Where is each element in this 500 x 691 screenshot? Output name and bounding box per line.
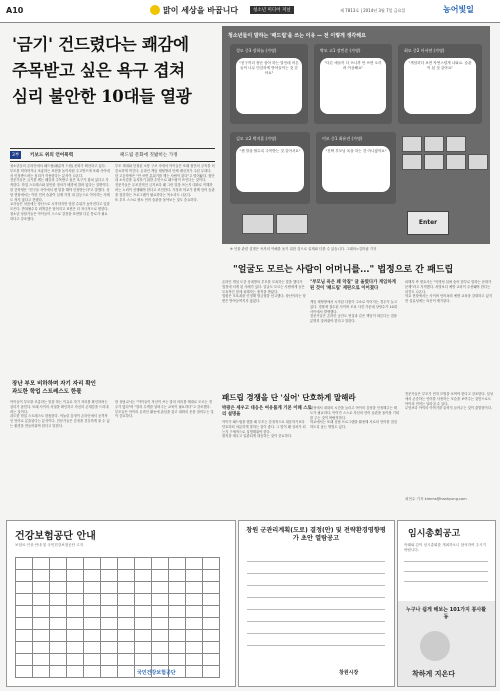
headline-line: '금기' 건드렸다는 쾌감에 — [12, 35, 189, 54]
article-column: 부모 세대와 단절된 소통 구조 속에서 아이들은 또래 집단의 규칙을 더 중요하게 여긴다. 온라인 게임 채팅방과 단체 메신저가 주된 무대다. 한 고등학생은 "안 쓰면 분위기를 깨는 사람이 된다"고 털어놨다. 집단 내 소속감을 유지하기 위한 수단으로 패드립이 쓰인다는 것이다. 전문가들은 무조건적인 금지보다 왜 그런 말을 쓰는지 대화로 이해하려는 노력이 선행돼야 한다고 조언한다. 가정과 학교가 함께 언어 습관을 점검하는 프로그램이 필요하다는 목소리도 나온다. 또 부모 스스로 평소 언어 습관을 돌아보는 것도 중요하다. — [115, 164, 215, 202]
headline-line: 심리 불안한 10대들 열광 — [12, 87, 192, 106]
section-subhead — [222, 406, 312, 418]
ad-banner — [398, 601, 495, 686]
article-column: 전문가들은 부모가 먼저 모범을 보여야 한다고 강조한다. 일상에서 존중하는 언어를 사용하는 모습을 보여주는 것만으로도 아이의 언어는 달라질 수 있다. 무엇보다 아이의 이야기를 끝까지 들어주는 것이 출발점이다. — [405, 392, 493, 411]
ad-title: 임시총회공고 — [408, 529, 461, 539]
series-badge: 3부 — [12, 153, 20, 158]
quote-card — [316, 132, 396, 204]
quote-card — [398, 44, 482, 124]
ad-title: 창원 군관리계획(도로) 결정(안) 및 전략환경영향평가 초안 열람공고 — [246, 527, 386, 542]
article-column: 한 상담교사는 "아이들이 자신이 쓰는 말의 의미를 제대로 모르는 경우가 많다"며 "말의 무게를 알려주는 교육이 필요하다"고 강조했다. 부모들은 아이의 온라인 활동에 관심을 갖고 대화의 문을 열어두는 것이 중요하다. — [115, 400, 214, 419]
ad-issuer: 창원시장 — [339, 670, 359, 676]
keyboard-key-icon — [424, 136, 444, 152]
keyboard-key-icon — [402, 154, 422, 170]
ad-table — [15, 557, 220, 678]
main-headline — [12, 32, 212, 110]
keyboard-key-icon — [446, 136, 466, 152]
advertisement — [6, 520, 236, 687]
ad-banner-slogan: 착하게 지온다 — [412, 670, 456, 678]
keyboard-key-icon — [468, 154, 488, 170]
article-column: 온라인 게임 도중 상대방의 부모를 모욕하는 말을 했다가 법정에 서게 된 사례가 있다. 얼굴도 모르는 사람에게 들은 모욕적인 말에 피해자는 충격을 받았다. 법원은 모욕죄를 인정해 벌금형을 선고했다. 장난이라는 항변은 받아들여지지 않았다. — [222, 280, 306, 304]
article-column: 가정에서 대화의 시간을 늘리고 아이의 감정을 인정해주는 태도가 필요하다. 아이가 스스로 자신의 언어 습관을 돌아볼 기회를 주는 것이 바람직하다. 학교에서는 또래 상담 프로그램을 활용해 서로의 언어를 점검하도록 돕는 방법도 있다. — [310, 406, 400, 430]
speech-bubble: "진짜 부모님 욕을 하는 건 아니잖아요" — [322, 146, 390, 192]
page-header — [0, 0, 500, 23]
article-column: 청소년들의 온라인에서 패드립(패륜적 드립) 문화가 확산하고 있다. 부모를 비하하거나 조롱하는 표현을 놀이처럼 주고받으며 또래 사이에서 인정받으려는 심리가 작용한다는 분석이 나온다. 전문가들은 금기를 깨는 쾌감과 주목받고 싶은 욕구가 겹쳐 있다고 지적한다. 학업 스트레스와 불안한 정서가 배경에 깔려 있다는 설명이다. 한 중학생은 "친구들 사이에서 센 말을 해야 인정받는다"고 말했다. 상담 현장에서는 이런 언어 습관이 실제 가정 내 갈등으로 이어지는 사례도 적지 않다고 전했다. 교사들은 처음에는 장난으로 시작하지만 점점 수위가 높아진다고 입을 모은다. 반복될수록 죄책감은 옅어지고 표현은 더 자극적으로 변한다. 청소년 상담가들은 아이들이 스스로 감정을 표현할 다른 통로가 필요하다고 강조했다. — [10, 164, 110, 221]
subheadline-line: 과도한 학업 스트레스도 한몫 — [12, 389, 82, 395]
headline-line: 주목받고 싶은 욕구 겹쳐 — [12, 61, 185, 80]
keyboard-key-icon — [424, 154, 444, 170]
subheadline-line: 장난 부모 비하하며 자기 자리 확인 — [12, 381, 96, 387]
speech-bubble: "다른 애들이 다 쓰니까 안 쓰면 오히려 이상해요" — [320, 58, 386, 114]
quote-card — [230, 132, 310, 204]
keyboard-key-icon — [242, 214, 274, 234]
article-column: 아이가 패드립을 했을 때 부모는 감정적으로 대응하기보다 단호하되 차분하게 말하는 것이 좋다. 그 말이 왜 상처가 되는지 구체적으로 설명해줘야 한다. 원칙을 세우고 일관되게 대응하는 것이 중요하다. — [222, 420, 306, 439]
quote-card — [230, 44, 308, 124]
graphic-caption: ※ 인물 관련 설명은 독자의 이해를 돕기 위한 것으로 실제와 다를 수 있습니다. 그래픽=김미림 기자 — [230, 247, 377, 251]
card-title: 김모 고2 박지훈 (가명) — [236, 136, 277, 141]
ad-sponsor: 국민건강보험공단 — [137, 670, 176, 676]
issue-info: 제 7813호 | 2014년 3월 7일 금요일 — [340, 8, 406, 13]
keyboard-key-icon — [446, 154, 466, 170]
article-column: 아이들이 부모를 조롱하는 말을 하는 이유로 자기 자리를 확인하려는 심리가 꼽힌다. 또래 사이의 서열을 확인하고 자신의 존재감을 드러내려는 것이다. 과도한 학업 스트레스도 한몫한다. 억눌린 감정이 온라인에서 공격적인 언어로 분출된다는 분석이다. 전문가들은 감정을 건강하게 풀 수 있는 환경을 만들어줘야 한다고 말한다. — [10, 400, 110, 428]
article-column: 게임 채팅방에서 시작된 다툼이 고소로 이어지는 경우가 늘고 있다. 경찰에 접수된 사이버 모욕 사건 가운데 상당수가 10대 사이에서 발생했다. 전문가들은 온라인 공간도 현실과 같은 책임이 따른다는 점을 분명히 알려줘야 한다고 말한다. — [310, 300, 397, 324]
card-title: 성모 중3 장하늘 (가명) — [236, 48, 277, 53]
keyboard-key-icon — [402, 136, 422, 152]
page-number: A10 — [6, 6, 24, 15]
advertisement — [238, 520, 395, 687]
series-title: 키보드 위의 언어폭력 — [30, 153, 74, 158]
section-headline: 패드립 경쟁을 단 '실어' 단호하게 말해라 — [222, 393, 356, 402]
series-strip — [10, 148, 215, 162]
subhead-text: 박광은 세우고 대응은 여유롭게 기본 이해 스토리 설명을 — [222, 406, 312, 417]
speech-bubble: "센 말을 할수록 주목받는 것 같아서요" — [236, 146, 304, 192]
subhead-text: "부모님 욕은 꽤 악질" 글 올렸다가 게임하게 된 것이 '패드립' 재판으로 이어졌다 — [310, 280, 396, 291]
byline: 최민수 기자 kimms@hankyung.com — [405, 497, 467, 501]
section-subhead — [310, 280, 400, 292]
speech-bubble: "게임하다 보면 자연스럽게 나와요. 습관이 된 것 같아요" — [404, 58, 476, 114]
series-subtitle: 패드립 문화에 짓밟히는 가정 — [120, 153, 178, 158]
section-headline: "얼굴도 모르는 사람이 어머니를..." 법정으로 간 패드립 — [233, 265, 454, 275]
card-title: 이모 중1 최유진 (가명) — [322, 136, 363, 141]
card-title: 박모 고1 장민준 (가명) — [320, 48, 361, 53]
paper-name: 농어빛일 — [443, 5, 474, 14]
section-tag: 청소년 미디어 저널 — [250, 6, 294, 14]
ad-banner-title: 누구나 쉽게 해보는 101가지 봉사활동 — [405, 607, 487, 620]
card-title: 최모 중2 이서연 (가명) — [404, 48, 445, 53]
speech-bubble: "친구끼리 장난 삼아 하는 말인데 어른들이 너무 민감하게 받아들이는 것 같아요" — [236, 58, 302, 114]
infographic-title: 청소년들이 말하는 '패드립'을 쓰는 이유 — 전 이렇게 생각해요 — [228, 33, 366, 39]
slogan: 맑이 세상을 바꿉니다 — [163, 6, 239, 15]
infographic — [222, 26, 490, 244]
newspaper-logo-icon — [150, 5, 160, 15]
ad-subtitle: 보험료 인상 안내 및 국민건강보험공단 고지 — [15, 543, 84, 547]
left-subheadline — [12, 380, 162, 396]
advertisement — [397, 520, 496, 687]
enter-key: Enter — [407, 211, 449, 235]
keyboard-key-icon — [276, 214, 308, 234]
character-icon — [420, 631, 450, 661]
article-column: 피해자 측 변호사는 "익명성 뒤에 숨어 함부로 말하는 문화가 문제"라고 지적했다. 처벌보다 예방 교육이 우선돼야 한다는 의견도 나온다. 학교 현장에서는 사이버 언어폭력 예방 교육을 강화하고 있지만 실효성에는 의문이 제기된다. — [405, 280, 492, 304]
ad-body: 아래와 같이 임시총회를 개최하오니 참석하여 주시기 바랍니다. — [404, 543, 487, 552]
quote-card — [314, 44, 392, 124]
ad-title: 건강보험공단 안내 — [15, 531, 96, 542]
